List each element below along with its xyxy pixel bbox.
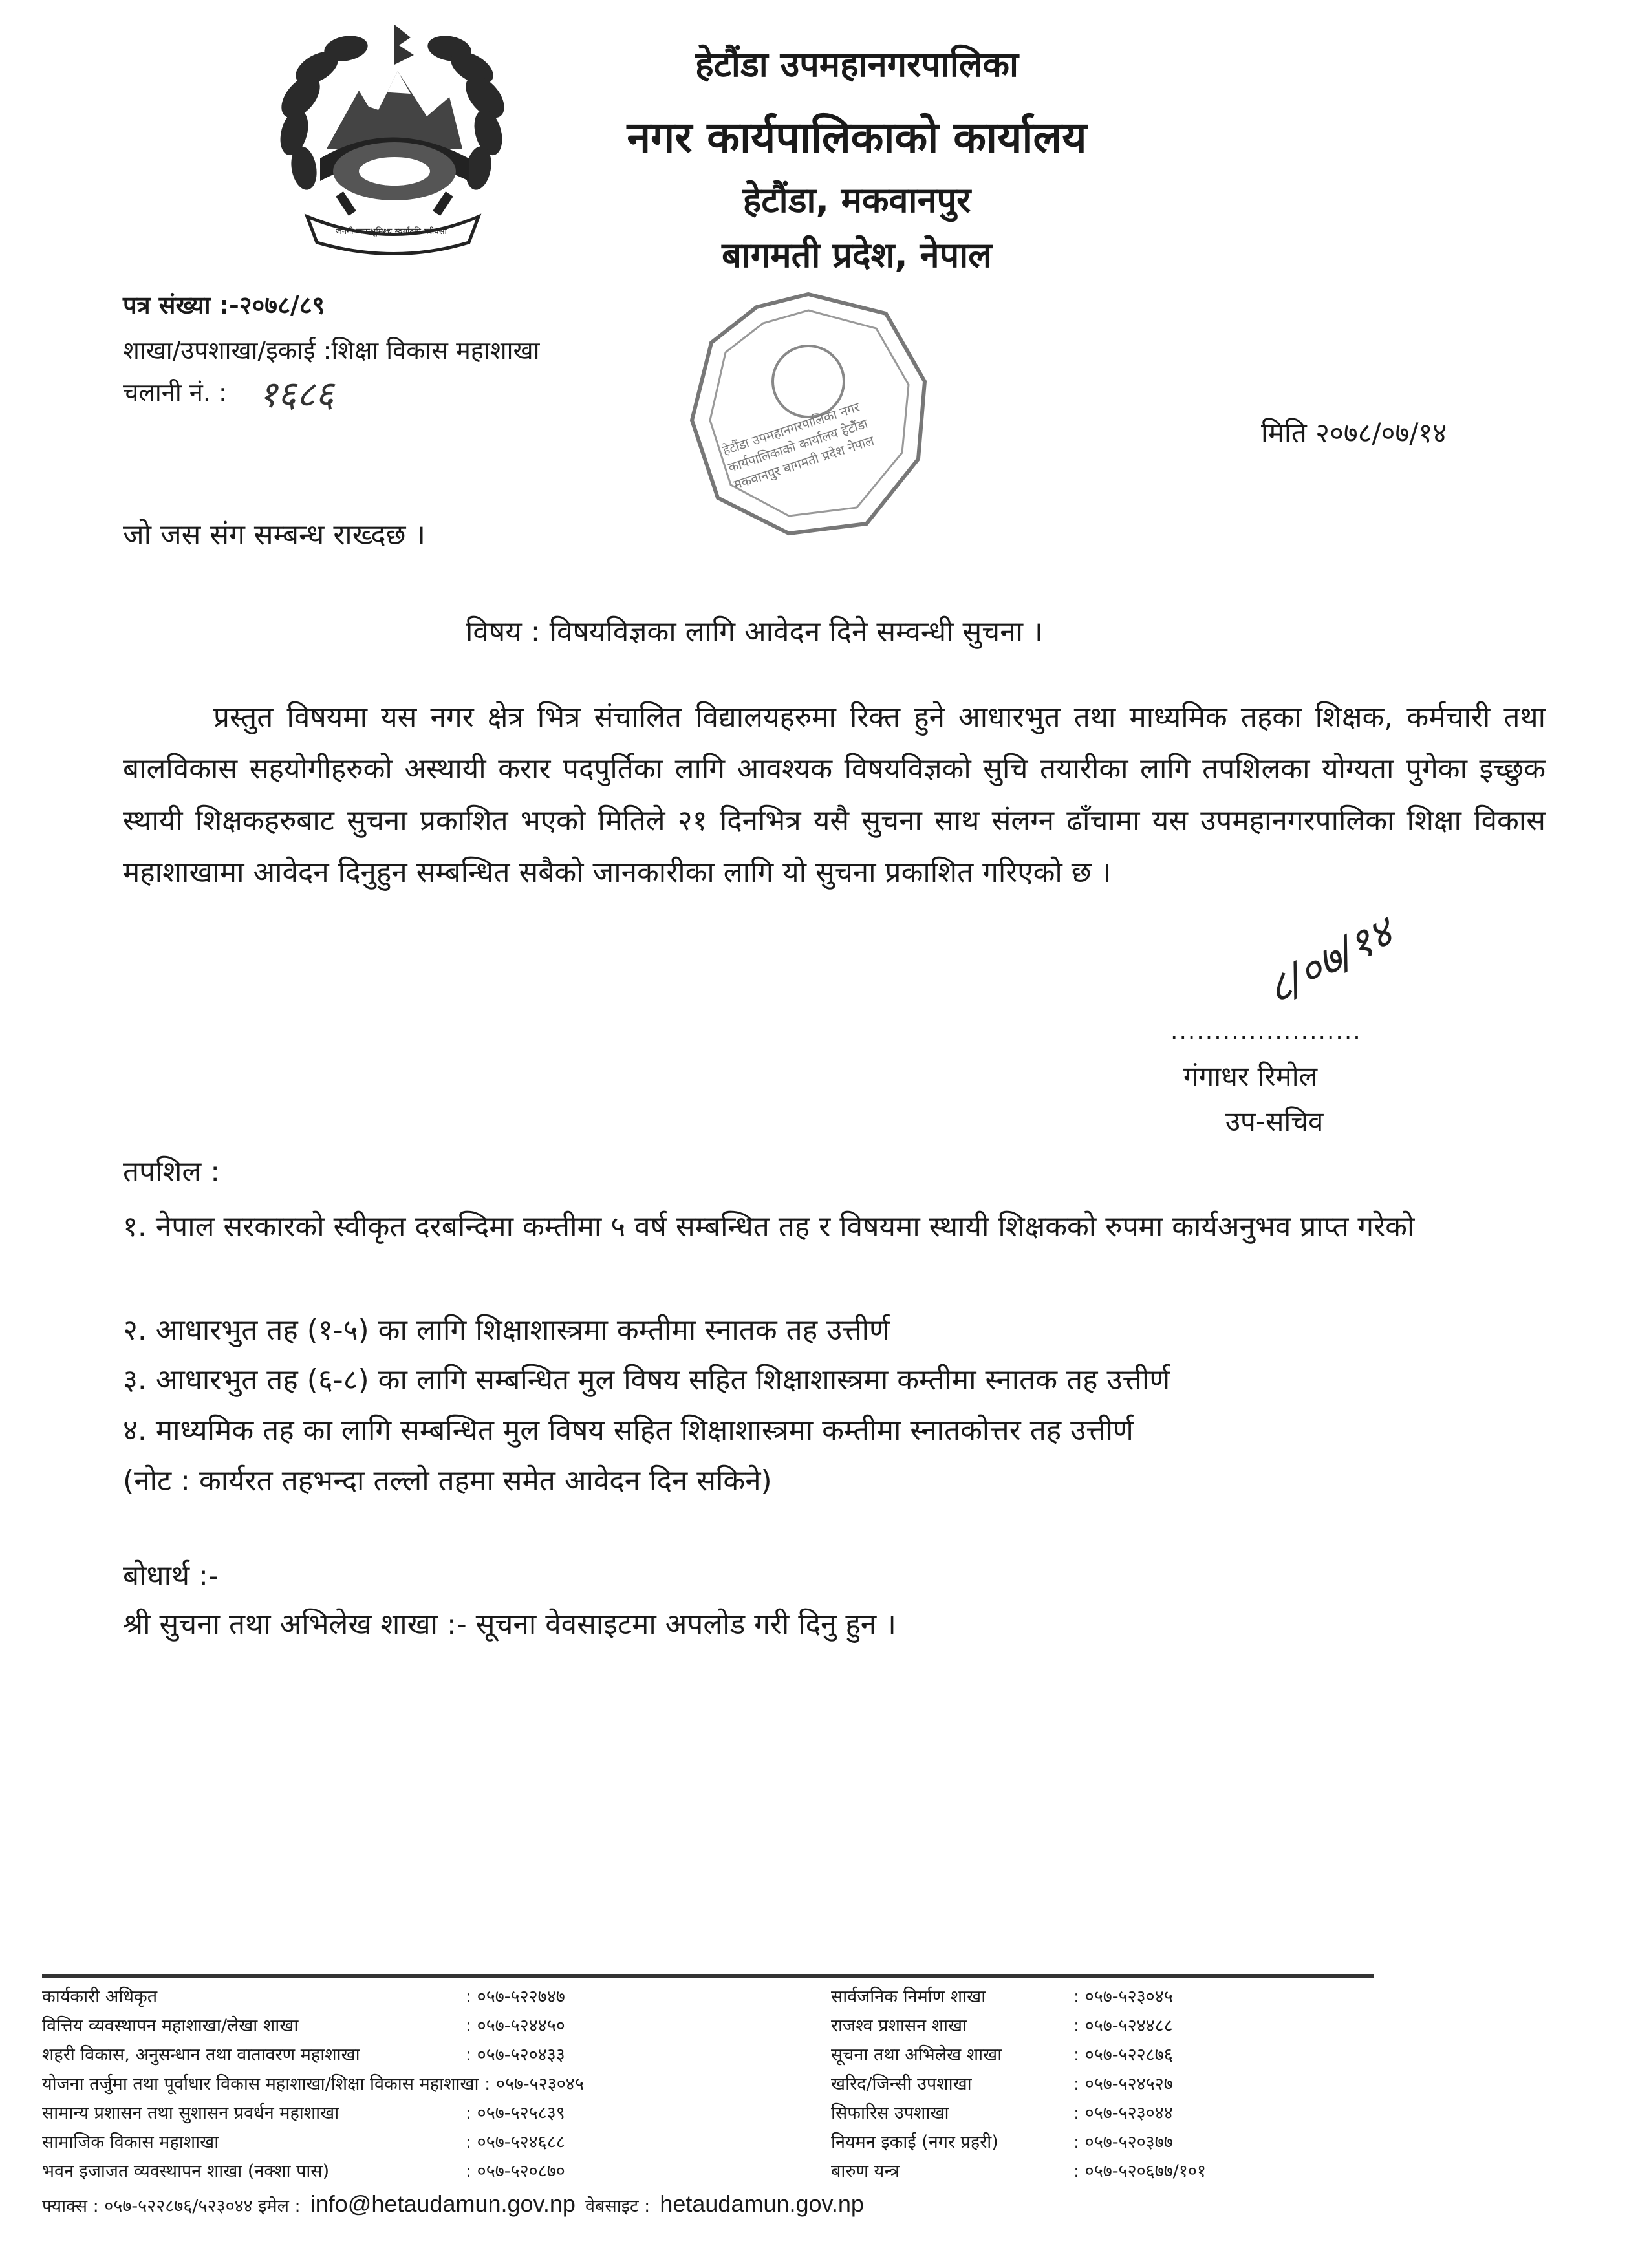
emblem-motto: जननी जन्मभूमिश्च स्वर्गादपि गरीयसी (336, 227, 447, 237)
letter-number: पत्र संख्या :-२०७८/८९ (123, 291, 325, 319)
list-item (42, 2129, 818, 2158)
footer-phone: : ०५७-५२०३७७ (1073, 2132, 1173, 2152)
footer-label: योजना तर्जुमा तथा पूर्वाधार विकास महाशाखा/शिक्षा विकास महाशाखा : ०५७-५२३०४५ (42, 2074, 584, 2094)
list-item (831, 2158, 1413, 2187)
website-link[interactable]: hetaudamun.gov.np (660, 2190, 864, 2217)
footer-phone: : ०५७-५२२७४७ (466, 1987, 565, 2007)
footer-contact (42, 2190, 864, 2218)
footer-label: सामान्य प्रशासन तथा सुशासन प्रवर्धन महाशाखा (42, 2103, 339, 2123)
schedule-item-2: २. आधारभुत तह (१-५) का लागि शिक्षाशास्त्रमा कम्तीमा स्नातक तह उत्तीर्ण (123, 1314, 890, 1347)
cc-line: श्री सुचना तथा अभिलेख शाखा :- सूचना वेवसाइटमा अपलोड गरी दिनु हुन । (123, 1608, 896, 1641)
footer-label: शहरी विकास, अनुसन्धान तथा वातावरण महाशाखा (42, 2045, 360, 2065)
list-item (831, 2042, 1413, 2071)
list-item (831, 2071, 1413, 2100)
nepal-emblem (255, 19, 514, 259)
stamp-text: हेटौंडा उपमहानगरपालिका नगर कार्यपालिकाको कार्यालय हेटौंडा मकवानपुर बागमती प्रदेश नेपाल (720, 399, 876, 493)
list-item (42, 2042, 818, 2071)
list-item (42, 2013, 818, 2042)
header-province: बागमती प्रदेश, नेपाल (722, 235, 992, 275)
footer-label: वित्तिय व्यवस्थापन महाशाखा/लेखा शाखा (42, 2016, 299, 2036)
signature-scribble: ८/०७/१४ (1258, 908, 1401, 1014)
email-link[interactable]: info@hetaudamun.gov.np (310, 2190, 576, 2217)
schedule-note: (नोट : कार्यरत तहभन्दा तल्लो तहमा समेत आवेदन दिन सकिने) (123, 1464, 772, 1497)
signatory-title: उप-सचिव (1225, 1106, 1324, 1137)
list-item (42, 1984, 818, 2013)
subject-line: विषय : विषयविज्ञका लागि आवेदन दिने सम्वन्धी सुचना । (466, 615, 1043, 648)
list-item (42, 2071, 818, 2100)
list-item (831, 2013, 1413, 2042)
list-item (42, 2100, 818, 2129)
letter-date: मिति २०७८/०७/१४ (1261, 417, 1447, 449)
footer-phone: : ०५७-५२०४३३ (466, 2045, 565, 2065)
signatory-name: गंगाधर रिमोल (1183, 1060, 1318, 1092)
footer-label: कार्यकारी अधिकृत (42, 1987, 158, 2007)
list-item (831, 2100, 1413, 2129)
schedule-heading: तपशिल : (123, 1155, 221, 1188)
header-municipality: हेटौंडा उपमहानगरपालिका (695, 44, 1018, 85)
footer-phone: : ०५७-५२०८७० (466, 2161, 565, 2181)
footer-phone: : ०५७-५२४६८८ (466, 2132, 565, 2152)
footer-left-list (42, 1984, 818, 2187)
schedule-item-4: ४. माध्यमिक तह का लागि सम्बन्धित मुल विषय सहित शिक्षाशास्त्रमा कम्तीमा स्नातकोत्तर तह उत्तीर्ण (123, 1414, 1134, 1447)
footer-phone: : ०५७-५२०६७७/१०१ (1073, 2161, 1206, 2181)
footer-phone: : ०५७-५२४४५० (466, 2016, 565, 2036)
footer-label: सूचना तथा अभिलेख शाखा (831, 2045, 1002, 2065)
footer-phone: : ०५७-५२२८७६ (1073, 2045, 1173, 2065)
list-item (42, 2158, 818, 2187)
footer-label: बारुण यन्त्र (831, 2161, 900, 2181)
footer-phone: : ०५७-५२५८३९ (466, 2103, 565, 2123)
footer-label: सार्वजनिक निर्माण शाखा (831, 1987, 986, 2007)
header-office: नगर कार्यपालिकाको कार्यालय (627, 112, 1087, 162)
footer-label: भवन इजाजत व्यवस्थापन शाखा (नक्शा पास) (42, 2161, 330, 2181)
signature-dots: ...................... (1170, 1018, 1362, 1045)
footer-rule (42, 1974, 1374, 1978)
dispatch-label: चलानी नं. : (123, 378, 227, 407)
footer-label: नियमन इकाई (नगर प्रहरी) (831, 2132, 998, 2152)
footer-label: खरिद/जिन्सी उपशाखा (831, 2074, 972, 2094)
salutation: जो जस संग सम्बन्ध राख्दछ । (123, 519, 426, 551)
footer-label: सिफारिस उपशाखा (831, 2103, 949, 2123)
office-stamp (679, 284, 938, 543)
footer-phone: : ०५७-५२३०४४ (1073, 2103, 1173, 2123)
list-item (831, 1984, 1413, 2013)
footer-right-list (831, 1984, 1413, 2187)
footer-label: राजश्व प्रशासन शाखा (831, 2016, 967, 2036)
section-name: शाखा/उपशाखा/इकाई :शिक्षा विकास महाशाखा (123, 336, 540, 365)
cc-heading: बोधार्थ :- (123, 1559, 219, 1592)
footer-phone: : ०५७-५२४४८८ (1073, 2016, 1173, 2036)
list-item (831, 2129, 1413, 2158)
schedule-item-1: १. नेपाल सरकारको स्वीकृत दरबन्दिमा कम्तीमा ५ वर्ष सम्बन्धित तह र विषयमा स्थायी शिक्षकको रुपमा कार्यअनुभव प्राप्त गरेको (123, 1210, 1415, 1243)
header-location: हेटौंडा, मकवानपुर (742, 180, 971, 220)
footer-label: सामाजिक विकास महाशाखा (42, 2132, 219, 2152)
website-label: वेबसाइट : (585, 2196, 651, 2216)
contact-prefix: फ्याक्स : ०५७-५२२८७६/५२३०४४ इमेल : (42, 2196, 301, 2216)
dispatch-number: १६८६ (259, 374, 334, 416)
schedule-item-3: ३. आधारभुत तह (६-८) का लागि सम्बन्धित मुल विषय सहित शिक्षाशास्त्रमा कम्तीमा स्नातक तह उत्तीर्ण (123, 1364, 1170, 1396)
footer-phone: : ०५७-५२३०४५ (1073, 1987, 1173, 2007)
body-paragraph: प्रस्तुत विषयमा यस नगर क्षेत्र भित्र संचालित विद्यालयहरुमा रिक्त हुने आधारभुत तथा माध्यमिक तहका शिक्षक, कर्मचारी तथा बालविकास सहयोगीहरुको अस्थायी करार पदपुर्तिका लागि आवश्यक विषयविज्ञको सुचि तयारीका लागि तपशिलका योग्यता पुगेका इच्छुक स्थायी शिक्षकहरुबाट सुचना प्रकाशित भएको मितिले २१ दिनभित्र यसै सुचना साथ संलग्न ढाँचामा यस उपमहानगरपालिका शिक्षा विकास महाशाखामा आवेदन दिनुहुन सम्बन्धित सबैको जानकारीका लागि यो सुचना प्रकाशित गरिएको छ । (123, 701, 1546, 889)
footer-phone: : ०५७-५२४५२७ (1073, 2074, 1173, 2094)
